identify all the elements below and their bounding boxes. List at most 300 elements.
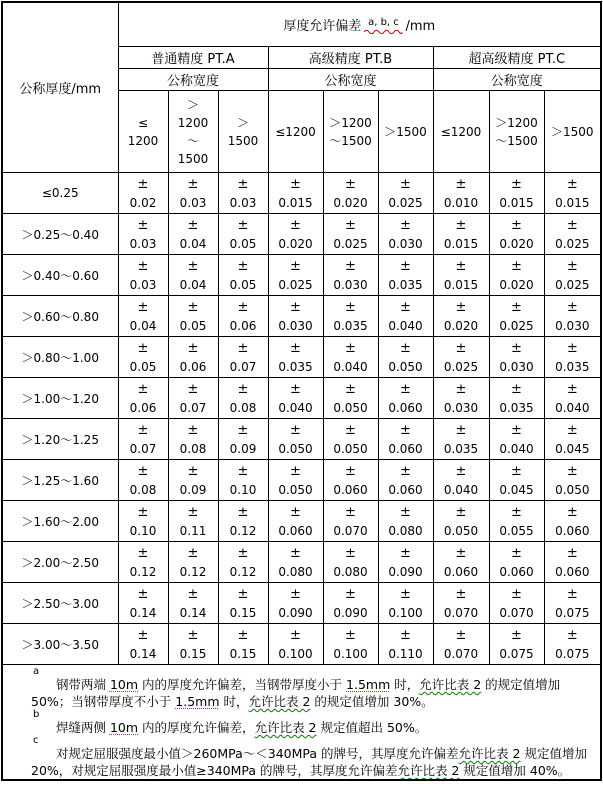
tolerance-value-cell	[544, 419, 601, 460]
tolerance-value: 0.07	[179, 401, 207, 415]
tolerance-value-cell	[433, 542, 489, 583]
plus-minus-sign: ±	[137, 259, 149, 274]
thickness-range-label: ＞0.60～0.80	[2, 296, 118, 337]
tolerance-value-cell	[323, 501, 378, 542]
tolerance-value: 0.100	[278, 647, 313, 661]
tolerance-value-cell	[489, 173, 544, 214]
tolerance-value: 0.025	[555, 237, 590, 251]
tolerance-value: 0.020	[443, 319, 479, 333]
plus-minus-sign: ±	[237, 300, 249, 315]
tolerance-value-cell	[118, 296, 168, 337]
tolerance-value-cell	[323, 583, 378, 624]
width-range-header-g1-c2: ＞1500	[378, 91, 433, 173]
tolerance-value-cell	[268, 214, 323, 255]
tolerance-value-cell	[489, 255, 544, 296]
table-row	[2, 542, 601, 583]
plus-minus-sign: ±	[237, 628, 249, 643]
plus-minus-sign: ±	[137, 546, 149, 561]
tolerance-value: 0.040	[443, 483, 479, 497]
tolerance-value: 0.060	[388, 483, 423, 497]
tolerance-value-cell	[118, 542, 168, 583]
plus-minus-sign: ±	[187, 218, 199, 233]
tolerance-value: 0.03	[229, 196, 257, 210]
tolerance-value-cell	[489, 214, 544, 255]
tolerance-value-cell	[168, 214, 218, 255]
tolerance-value: 0.040	[555, 401, 590, 415]
plus-minus-sign: ±	[345, 464, 356, 479]
plus-minus-sign: ±	[290, 382, 301, 397]
plus-minus-sign: ±	[290, 464, 301, 479]
table-row	[2, 296, 601, 337]
tolerance-value-cell	[378, 255, 433, 296]
tolerance-value-cell	[168, 255, 218, 296]
footnote-segment: 内的厚度允许偏差，	[138, 720, 255, 735]
plus-minus-sign: ±	[345, 505, 356, 520]
tolerance-value: 0.12	[179, 565, 207, 579]
title-unit-suffix: /mm	[405, 19, 436, 34]
plus-minus-sign: ±	[566, 505, 578, 520]
tolerance-value: 0.04	[129, 319, 157, 333]
tolerance-value-cell	[378, 337, 433, 378]
squiggle-underlined-text: 10m	[109, 720, 139, 735]
plus-minus-sign: ±	[400, 259, 411, 274]
width-range-header-g2-c2: ＞1500	[544, 91, 601, 173]
tolerance-value-cell	[118, 501, 168, 542]
table-row	[2, 460, 601, 501]
tolerance-value-cell	[168, 542, 218, 583]
tolerance-value: 0.15	[179, 647, 207, 661]
tolerance-value-cell	[218, 583, 268, 624]
plus-minus-sign: ±	[187, 382, 199, 397]
tolerance-value: 0.05	[229, 237, 257, 251]
footnote-segment: 的规定值增加 50%；当钢带厚度不小于	[31, 677, 561, 709]
tolerance-value: 0.06	[129, 401, 157, 415]
tolerance-value: 0.010	[443, 196, 479, 210]
footnote-reference	[363, 17, 403, 34]
tolerance-value-cell	[268, 337, 323, 378]
tolerance-value-cell	[218, 173, 268, 214]
tolerance-value: 0.03	[129, 237, 157, 251]
thickness-range-label: ＞2.50～3.00	[2, 583, 118, 624]
plus-minus-sign: ±	[290, 587, 301, 602]
footnote-segment: 对规定屈服强度最小值＞260MPa～＜340MPa 的牌号，其厚度允许偏差	[56, 746, 459, 761]
tolerance-value: 0.040	[278, 401, 313, 415]
grade-header-ptb: 高级精度 PT.B	[268, 47, 433, 69]
tolerance-value: 0.060	[388, 401, 423, 415]
tolerance-value-cell	[323, 542, 378, 583]
width-range-header-g1-c1: ＞1200 ～1500	[323, 91, 378, 173]
tolerance-value: 0.050	[333, 401, 368, 415]
table-row	[2, 214, 601, 255]
plus-minus-sign: ±	[187, 546, 199, 561]
plus-minus-sign: ±	[400, 341, 411, 356]
plus-minus-sign: ±	[345, 177, 356, 192]
tolerance-value-cell	[544, 173, 601, 214]
tolerance-value-cell	[118, 214, 168, 255]
tolerance-value: 0.06	[179, 360, 207, 374]
thickness-tolerance-table	[1, 1, 602, 781]
nominal-thickness-header: 公称厚度/mm	[2, 2, 118, 173]
tolerance-value: 0.05	[229, 278, 257, 292]
tolerance-value: 0.12	[129, 565, 157, 579]
squiggle-underlined-text: 允许比表 2	[254, 720, 317, 735]
footnote-marker: c	[33, 735, 39, 746]
title-row	[2, 2, 601, 47]
tolerance-value: 0.050	[388, 360, 423, 374]
tolerance-value: 0.030	[499, 360, 534, 374]
tolerance-value: 0.070	[499, 606, 534, 620]
tolerance-value: 0.050	[555, 483, 590, 497]
tolerance-value: 0.015	[555, 196, 590, 210]
plus-minus-sign: ±	[511, 300, 522, 315]
tolerance-value: 0.015	[443, 278, 479, 292]
footnote-c	[31, 736, 592, 779]
tolerance-value: 0.080	[278, 565, 313, 579]
tolerance-value: 0.025	[278, 278, 313, 292]
tolerance-value: 0.12	[229, 565, 257, 579]
tolerance-value: 0.035	[443, 442, 479, 456]
tolerance-value: 0.015	[278, 196, 313, 210]
tolerance-value: 0.060	[555, 524, 590, 538]
tolerance-value: 0.12	[229, 524, 257, 538]
tolerance-value: 0.14	[129, 606, 157, 620]
tolerance-value-cell	[118, 419, 168, 460]
tolerance-value-cell	[489, 583, 544, 624]
width-range-header-g0-c0: ≤ 1200	[118, 91, 168, 173]
tolerance-value: 0.09	[179, 483, 207, 497]
footnote-text	[31, 745, 592, 779]
plus-minus-sign: ±	[511, 259, 522, 274]
plus-minus-sign: ±	[237, 341, 249, 356]
tolerance-value: 0.035	[278, 360, 313, 374]
notes-row	[2, 665, 601, 781]
tolerance-value-cell	[218, 255, 268, 296]
tolerance-value-cell	[218, 460, 268, 501]
tolerance-value-cell	[218, 419, 268, 460]
plus-minus-sign: ±	[345, 382, 356, 397]
plus-minus-sign: ±	[345, 259, 356, 274]
plus-minus-sign: ±	[566, 341, 578, 356]
tolerance-value: 0.10	[129, 524, 157, 538]
tolerance-value: 0.020	[333, 196, 368, 210]
tolerance-value: 0.035	[499, 401, 534, 415]
tolerance-value-cell	[433, 337, 489, 378]
table-row	[2, 624, 601, 665]
plus-minus-sign: ±	[511, 587, 522, 602]
tolerance-value-cell	[168, 624, 218, 665]
plus-minus-sign: ±	[290, 628, 301, 643]
tolerance-value-cell	[218, 624, 268, 665]
tolerance-value: 0.030	[333, 278, 368, 292]
tolerance-value-cell	[118, 624, 168, 665]
plus-minus-sign: ±	[237, 382, 249, 397]
tolerance-value: 0.060	[443, 565, 479, 579]
plus-minus-sign: ±	[566, 628, 578, 643]
tolerance-value: 0.025	[499, 319, 534, 333]
tolerance-value: 0.035	[333, 319, 368, 333]
tolerance-value-cell	[218, 337, 268, 378]
tolerance-value-cell	[544, 296, 601, 337]
plus-minus-sign: ±	[455, 628, 467, 643]
tolerance-value-cell	[268, 501, 323, 542]
plus-minus-sign: ±	[187, 177, 199, 192]
footnote-text	[31, 676, 592, 710]
plus-minus-sign: ±	[290, 218, 301, 233]
footnotes-cell	[2, 665, 601, 781]
tolerance-value: 0.03	[179, 196, 207, 210]
tolerance-value-cell	[323, 214, 378, 255]
footnote-segment: 的规定值增加 30%。	[310, 694, 434, 709]
tolerance-value: 0.030	[278, 319, 313, 333]
tolerance-value-cell	[378, 173, 433, 214]
plus-minus-sign: ±	[511, 505, 522, 520]
tolerance-value-cell	[489, 378, 544, 419]
plus-minus-sign: ±	[400, 464, 411, 479]
tolerance-value: 0.060	[499, 565, 534, 579]
width-range-header-g0-c2: ＞ 1500	[218, 91, 268, 173]
tolerance-value-cell	[489, 501, 544, 542]
tolerance-value: 0.050	[278, 442, 313, 456]
plus-minus-sign: ±	[345, 546, 356, 561]
plus-minus-sign: ±	[237, 423, 249, 438]
tolerance-value-cell	[489, 337, 544, 378]
width-range-header-g1-c0: ≤1200	[268, 91, 323, 173]
plus-minus-sign: ±	[455, 300, 467, 315]
squiggle-underlined-text: 允许比表 2	[248, 694, 311, 709]
tolerance-value-cell	[218, 214, 268, 255]
tolerance-value-cell	[323, 419, 378, 460]
tolerance-value-cell	[544, 501, 601, 542]
plus-minus-sign: ±	[137, 218, 149, 233]
plus-minus-sign: ±	[290, 177, 301, 192]
table-row	[2, 255, 601, 296]
footnote-segment: 规定值超出 50%。	[316, 720, 428, 735]
tolerance-value-cell	[544, 583, 601, 624]
tolerance-value: 0.050	[278, 483, 313, 497]
tolerance-value: 0.050	[333, 442, 368, 456]
plus-minus-sign: ±	[290, 546, 301, 561]
plus-minus-sign: ±	[345, 341, 356, 356]
plus-minus-sign: ±	[400, 382, 411, 397]
plus-minus-sign: ±	[187, 464, 199, 479]
plus-minus-sign: ±	[137, 423, 149, 438]
tolerance-value: 0.05	[179, 319, 207, 333]
table-title	[283, 15, 435, 34]
tolerance-value: 0.035	[388, 278, 423, 292]
plus-minus-sign: ±	[566, 177, 578, 192]
tolerance-value-cell	[544, 378, 601, 419]
tolerance-value-cell	[544, 255, 601, 296]
tolerance-value-cell	[168, 173, 218, 214]
plus-minus-sign: ±	[566, 423, 578, 438]
tolerance-value: 0.025	[388, 196, 423, 210]
tolerance-value-cell	[544, 337, 601, 378]
tolerance-value-cell	[378, 583, 433, 624]
plus-minus-sign: ±	[137, 464, 149, 479]
tolerance-value: 0.08	[179, 442, 207, 456]
plus-minus-sign: ±	[511, 382, 522, 397]
plus-minus-sign: ±	[187, 587, 199, 602]
tolerance-value: 0.04	[179, 237, 207, 251]
tolerance-value-cell	[268, 460, 323, 501]
tolerance-value: 0.080	[333, 565, 368, 579]
tolerance-value: 0.110	[388, 647, 423, 661]
grade-header-pta: 普通精度 PT.A	[118, 47, 268, 69]
squiggle-underlined-text: 10m	[109, 677, 139, 692]
tolerance-value-cell	[433, 296, 489, 337]
tolerance-value: 0.080	[388, 524, 423, 538]
tolerance-value: 0.020	[499, 278, 534, 292]
plus-minus-sign: ±	[400, 300, 411, 315]
thickness-range-label: ＞0.40～0.60	[2, 255, 118, 296]
tolerance-value-cell	[118, 255, 168, 296]
table-row	[2, 337, 601, 378]
plus-minus-sign: ±	[237, 259, 249, 274]
tolerance-value: 0.07	[229, 360, 257, 374]
tolerance-value-cell	[168, 296, 218, 337]
tolerance-value: 0.035	[555, 360, 590, 374]
plus-minus-sign: ±	[237, 505, 249, 520]
tolerance-value: 0.015	[443, 237, 479, 251]
plus-minus-sign: ±	[137, 505, 149, 520]
tolerance-value: 0.040	[499, 442, 534, 456]
tolerance-value: 0.14	[129, 647, 157, 661]
tolerance-value-cell	[323, 173, 378, 214]
tolerance-value: 0.100	[388, 606, 423, 620]
tolerance-value: 0.075	[555, 647, 590, 661]
footnote-segment: 钢带两端	[56, 677, 110, 692]
tolerance-value-cell	[489, 624, 544, 665]
tolerance-value: 0.09	[229, 442, 257, 456]
tolerance-value: 0.10	[229, 483, 257, 497]
table-header	[2, 2, 601, 173]
tolerance-value: 0.090	[333, 606, 368, 620]
thickness-range-label: ＞1.60～2.00	[2, 501, 118, 542]
tolerance-value-cell	[489, 460, 544, 501]
tolerance-value-cell	[544, 542, 601, 583]
tolerance-value-cell	[118, 378, 168, 419]
plus-minus-sign: ±	[187, 300, 199, 315]
tolerance-value-cell	[433, 419, 489, 460]
footnote-b	[31, 710, 592, 736]
plus-minus-sign: ±	[455, 177, 467, 192]
tolerance-value-cell	[323, 296, 378, 337]
plus-minus-sign: ±	[511, 546, 522, 561]
tolerance-value-cell	[544, 460, 601, 501]
tolerance-value: 0.040	[333, 360, 368, 374]
plus-minus-sign: ±	[137, 300, 149, 315]
tolerance-value: 0.030	[443, 401, 479, 415]
plus-minus-sign: ±	[400, 628, 411, 643]
tolerance-value: 0.045	[499, 483, 534, 497]
plus-minus-sign: ±	[290, 505, 301, 520]
plus-minus-sign: ±	[566, 587, 578, 602]
tolerance-value-cell	[433, 624, 489, 665]
tolerance-value-cell	[378, 214, 433, 255]
tolerance-value-cell	[433, 378, 489, 419]
nominal-width-header-ptc: 公称宽度	[433, 69, 601, 91]
plus-minus-sign: ±	[400, 218, 411, 233]
footnote-text	[31, 719, 592, 736]
thickness-range-label: ＞1.25～1.60	[2, 460, 118, 501]
tolerance-value: 0.015	[499, 196, 534, 210]
tolerance-value: 0.060	[278, 524, 313, 538]
tolerance-value: 0.090	[388, 565, 423, 579]
plus-minus-sign: ±	[511, 177, 522, 192]
plus-minus-sign: ±	[455, 587, 467, 602]
tolerance-value-cell	[168, 501, 218, 542]
thickness-range-label: ＞2.00～2.50	[2, 542, 118, 583]
tolerance-value: 0.14	[179, 606, 207, 620]
plus-minus-sign: ±	[400, 587, 411, 602]
plus-minus-sign: ±	[290, 300, 301, 315]
footnote-segment: 规定值增加 40%。	[459, 763, 571, 778]
tolerance-value-cell	[118, 173, 168, 214]
tolerance-value-cell	[268, 255, 323, 296]
table-row	[2, 501, 601, 542]
tolerance-value-cell	[168, 419, 218, 460]
tolerance-value: 0.08	[129, 483, 157, 497]
table-footer	[2, 665, 601, 781]
plus-minus-sign: ±	[400, 546, 411, 561]
tolerance-value-cell	[378, 542, 433, 583]
tolerance-value-cell	[433, 214, 489, 255]
squiggle-underlined-text: 允许比表 2	[458, 746, 521, 761]
tolerance-value: 0.020	[278, 237, 313, 251]
plus-minus-sign: ±	[566, 546, 578, 561]
tolerance-value: 0.11	[179, 524, 207, 538]
footnote-segment: 焊缝两侧	[56, 720, 110, 735]
plus-minus-sign: ±	[237, 587, 249, 602]
footnote-reference-letters: a, b, c	[368, 17, 399, 28]
plus-minus-sign: ±	[566, 382, 578, 397]
tolerance-value: 0.050	[443, 524, 479, 538]
tolerance-value-cell	[218, 501, 268, 542]
plus-minus-sign: ±	[566, 218, 578, 233]
plus-minus-sign: ±	[345, 423, 356, 438]
tolerance-value-cell	[433, 255, 489, 296]
tolerance-value-cell	[218, 542, 268, 583]
tolerance-value: 0.030	[555, 319, 590, 333]
tolerance-value-cell	[268, 542, 323, 583]
tolerance-value: 0.090	[278, 606, 313, 620]
tolerance-value: 0.055	[499, 524, 534, 538]
tolerance-value-cell	[378, 378, 433, 419]
tolerance-value: 0.100	[333, 647, 368, 661]
thickness-range-label: ＞1.00～1.20	[2, 378, 118, 419]
plus-minus-sign: ±	[237, 177, 249, 192]
plus-minus-sign: ±	[290, 341, 301, 356]
tolerance-value-cell	[544, 624, 601, 665]
tolerance-value: 0.045	[555, 442, 590, 456]
tolerance-value: 0.060	[333, 483, 368, 497]
thickness-range-label: ＞1.20～1.25	[2, 419, 118, 460]
tolerance-value: 0.08	[229, 401, 257, 415]
tolerance-value-cell	[323, 624, 378, 665]
plus-minus-sign: ±	[237, 218, 249, 233]
table-row	[2, 583, 601, 624]
plus-minus-sign: ±	[400, 505, 411, 520]
plus-minus-sign: ±	[455, 423, 467, 438]
tolerance-value: 0.06	[229, 319, 257, 333]
tolerance-value-cell	[378, 419, 433, 460]
table-body	[2, 173, 601, 665]
table-row	[2, 173, 601, 214]
plus-minus-sign: ±	[290, 259, 301, 274]
tolerance-value-cell	[268, 583, 323, 624]
tolerance-value-cell	[268, 624, 323, 665]
thickness-range-label: ＞0.80～1.00	[2, 337, 118, 378]
